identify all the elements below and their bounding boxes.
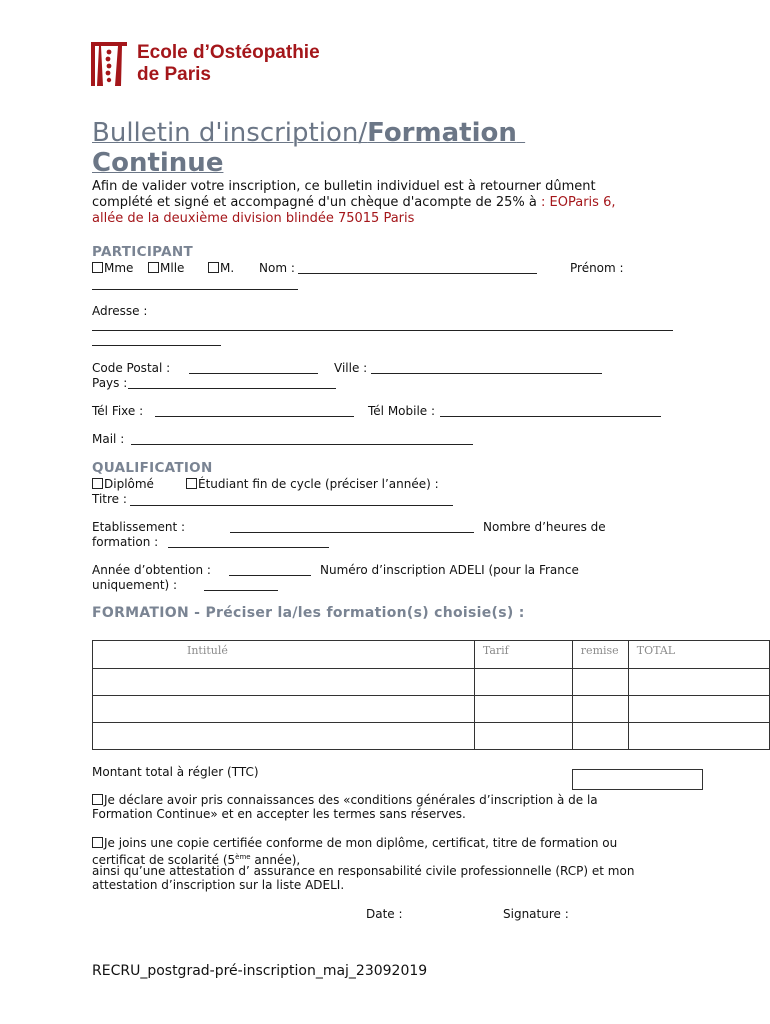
ville-field[interactable] <box>371 373 602 374</box>
joins-line3: ainsi qu’une attestation d’ assurance en responsabilité civile professionnelle (RCP) et mon <box>92 864 635 878</box>
column-intitule: Intitulé <box>93 641 475 669</box>
participant-heading: PARTICIPANT <box>92 244 193 260</box>
declare-text: Je déclare avoir pris connaissances des «conditions générales d’inscription à de la <box>104 793 598 807</box>
logo-emblem-icon <box>91 42 131 86</box>
civility-m[interactable] <box>208 261 234 275</box>
checkbox-joins[interactable] <box>92 837 103 848</box>
intro-address-line: allée de la deuxième division blindée 75015 Paris <box>92 211 415 226</box>
document-reference: RECRU_postgrad-pré-inscription_maj_23092019 <box>92 963 428 979</box>
adresse-field-line1[interactable] <box>92 330 673 331</box>
declare-line2: Formation Continue» et en accepter les termes sans réserves. <box>92 807 466 821</box>
joins-text: Je joins une copie certifiée conforme de mon diplôme, certificat, titre de formation ou <box>104 836 618 850</box>
signature-label: Signature : <box>503 907 569 921</box>
column-remise: remise <box>572 641 628 669</box>
table-cell[interactable] <box>93 696 475 723</box>
table-cell[interactable] <box>474 723 572 750</box>
pays-label: Pays : <box>92 376 128 390</box>
table-cell[interactable] <box>93 723 475 750</box>
nom-label: Nom : <box>259 261 295 275</box>
table-cell[interactable] <box>93 669 475 696</box>
adresse-field-line2[interactable] <box>92 345 221 346</box>
civility-mme[interactable] <box>92 261 133 275</box>
mlle-label: Mlle <box>160 261 185 275</box>
m-label: M. <box>220 261 235 275</box>
checkbox-mme[interactable] <box>92 262 103 273</box>
table-row <box>93 723 770 750</box>
titre-field[interactable] <box>130 505 453 506</box>
page-title-line2 <box>92 148 223 178</box>
adeli-field[interactable] <box>204 590 278 591</box>
pays-field[interactable] <box>128 388 336 389</box>
adresse-label: Adresse : <box>92 304 148 318</box>
nom-field[interactable] <box>298 273 537 274</box>
titre-label: Titre : <box>92 492 127 506</box>
date-label: Date : <box>366 907 403 921</box>
joins-line2-end: année), <box>250 853 301 867</box>
etudiant-label: Étudiant fin de cycle (préciser l’année) : <box>198 477 439 491</box>
table-cell[interactable] <box>628 696 769 723</box>
table-cell[interactable] <box>572 723 628 750</box>
joins-line1[interactable] <box>92 836 617 851</box>
intro-line2-text: complété et signé et accompagné d'un chèque d'acompte de 25% à <box>92 195 542 210</box>
title-part1: Bulletin d'inscription/ <box>92 118 368 148</box>
joins-superscript: ème <box>235 853 251 861</box>
checkbox-diplome[interactable] <box>92 478 103 489</box>
formation-label: formation : <box>92 535 159 549</box>
nb-heures-label: Nombre d’heures de <box>483 520 606 534</box>
logo-text-line2: de Paris <box>137 64 211 85</box>
intro-line2 <box>92 195 615 211</box>
table-cell[interactable] <box>474 696 572 723</box>
column-total: TOTAL <box>628 641 769 669</box>
tel-fixe-field[interactable] <box>155 416 354 417</box>
etablissement-label: Etablissement : <box>92 520 186 534</box>
prenom-field[interactable] <box>92 289 298 290</box>
mme-label: Mme <box>104 261 134 275</box>
joins-line2-text: certificat de scolarité (5 <box>92 853 236 867</box>
mail-field[interactable] <box>131 444 473 445</box>
title-part3: Continue <box>92 148 224 178</box>
page-title <box>92 118 525 148</box>
code-postal-label: Code Postal : <box>92 361 171 375</box>
tel-fixe-label: Tél Fixe : <box>92 404 144 418</box>
diplome-label: Diplômé <box>104 477 154 491</box>
qualification-heading: QUALIFICATION <box>92 460 213 476</box>
table-cell[interactable] <box>628 723 769 750</box>
code-postal-field[interactable] <box>189 373 318 374</box>
diplome-option[interactable] <box>92 477 154 491</box>
uniquement-label: uniquement) : <box>92 578 178 592</box>
school-logo <box>91 42 131 86</box>
montant-label: Montant total à régler (TTC) <box>92 765 259 779</box>
nb-heures-field[interactable] <box>168 547 329 548</box>
adeli-label: Numéro d’inscription ADELI (pour la France <box>320 563 579 577</box>
tel-mobile-label: Tél Mobile : <box>368 404 436 418</box>
mail-label: Mail : <box>92 432 125 446</box>
annee-label: Année d’obtention : <box>92 563 211 577</box>
checkbox-m[interactable] <box>208 262 219 273</box>
table-cell[interactable] <box>474 669 572 696</box>
joins-line4: attestation d’inscription sur la liste ADELI. <box>92 878 345 892</box>
logo-text-line1: Ecole d’Ostéopathie <box>137 42 320 63</box>
declare-line1[interactable] <box>92 793 598 808</box>
table-cell[interactable] <box>628 669 769 696</box>
prenom-label: Prénom : <box>570 261 624 275</box>
montant-total-box[interactable] <box>572 769 703 790</box>
table-row <box>93 696 770 723</box>
table-header-row <box>93 641 770 669</box>
intro-line1: Afin de valider votre inscription, ce bulletin individuel est à retourner dûment <box>92 179 596 194</box>
checkbox-etudiant[interactable] <box>186 478 197 489</box>
checkbox-mlle[interactable] <box>148 262 159 273</box>
table-cell[interactable] <box>572 669 628 696</box>
etudiant-option[interactable] <box>186 477 439 491</box>
table-cell[interactable] <box>572 696 628 723</box>
title-part2: Formation <box>367 118 517 148</box>
intro-address-part1: : EOParis 6, <box>541 195 616 210</box>
ville-label: Ville : <box>334 361 368 375</box>
annee-field[interactable] <box>229 575 311 576</box>
etablissement-field[interactable] <box>230 532 474 533</box>
formation-heading: FORMATION - Préciser la/les formation(s) choisie(s) : <box>92 605 525 621</box>
checkbox-declare[interactable] <box>92 794 103 805</box>
table-row <box>93 669 770 696</box>
formation-table <box>92 640 770 750</box>
column-tarif: Tarif <box>474 641 572 669</box>
tel-mobile-field[interactable] <box>440 416 661 417</box>
civility-mlle[interactable] <box>148 261 184 275</box>
